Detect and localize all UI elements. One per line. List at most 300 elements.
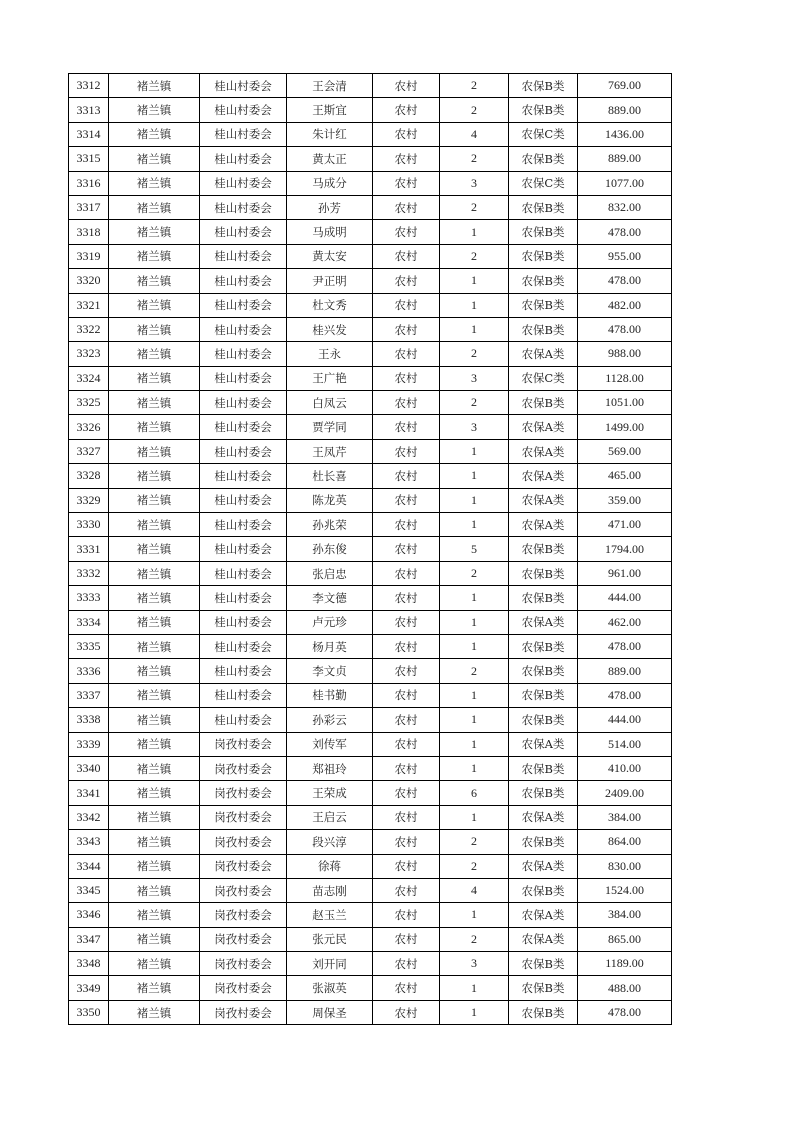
row-number-cell: 3328	[69, 464, 109, 488]
town-cell: 褚兰镇	[109, 561, 200, 585]
row-number-cell: 3319	[69, 244, 109, 268]
village-committee-cell: 岗孜村委会	[200, 732, 287, 756]
amount-cell: 955.00	[578, 244, 672, 268]
table-row	[69, 415, 672, 439]
household-size-cell: 1	[440, 756, 509, 780]
amount-cell: 384.00	[578, 903, 672, 927]
insurance-category-cell: 农保B类	[509, 293, 578, 317]
residence-type-cell: 农村	[373, 952, 440, 976]
amount-cell: 444.00	[578, 708, 672, 732]
name-cell: 王启云	[287, 805, 373, 829]
town-cell: 褚兰镇	[109, 708, 200, 732]
table-row	[69, 513, 672, 537]
amount-cell: 889.00	[578, 147, 672, 171]
residence-type-cell: 农村	[373, 488, 440, 512]
village-committee-cell: 岗孜村委会	[200, 927, 287, 951]
household-size-cell: 1	[440, 683, 509, 707]
amount-cell: 471.00	[578, 513, 672, 537]
insurance-category-cell: 农保A类	[509, 927, 578, 951]
insurance-category-cell: 农保B类	[509, 269, 578, 293]
amount-cell: 2409.00	[578, 781, 672, 805]
residence-type-cell: 农村	[373, 805, 440, 829]
name-cell: 黄太安	[287, 244, 373, 268]
table-row	[69, 708, 672, 732]
household-size-cell: 1	[440, 488, 509, 512]
name-cell: 白凤云	[287, 391, 373, 415]
table-row	[69, 781, 672, 805]
town-cell: 褚兰镇	[109, 513, 200, 537]
amount-cell: 889.00	[578, 659, 672, 683]
town-cell: 褚兰镇	[109, 781, 200, 805]
name-cell: 赵玉兰	[287, 903, 373, 927]
row-number-cell: 3334	[69, 610, 109, 634]
insurance-category-cell: 农保B类	[509, 781, 578, 805]
row-number-cell: 3318	[69, 220, 109, 244]
village-committee-cell: 桂山村委会	[200, 634, 287, 658]
village-committee-cell: 桂山村委会	[200, 195, 287, 219]
household-size-cell: 1	[440, 976, 509, 1000]
name-cell: 李文贞	[287, 659, 373, 683]
amount-cell: 1128.00	[578, 366, 672, 390]
household-size-cell: 2	[440, 98, 509, 122]
town-cell: 褚兰镇	[109, 537, 200, 561]
insurance-category-cell: 农保A类	[509, 854, 578, 878]
table-row	[69, 122, 672, 146]
amount-cell: 769.00	[578, 74, 672, 98]
village-committee-cell: 桂山村委会	[200, 269, 287, 293]
row-number-cell: 3324	[69, 366, 109, 390]
name-cell: 段兴淳	[287, 830, 373, 854]
insurance-category-cell: 农保B类	[509, 586, 578, 610]
name-cell: 周保圣	[287, 1000, 373, 1024]
name-cell: 马成分	[287, 171, 373, 195]
table-row	[69, 683, 672, 707]
amount-cell: 1794.00	[578, 537, 672, 561]
name-cell: 马成明	[287, 220, 373, 244]
amount-cell: 864.00	[578, 830, 672, 854]
town-cell: 褚兰镇	[109, 415, 200, 439]
village-committee-cell: 桂山村委会	[200, 220, 287, 244]
amount-cell: 444.00	[578, 586, 672, 610]
household-size-cell: 2	[440, 147, 509, 171]
table-row	[69, 244, 672, 268]
town-cell: 褚兰镇	[109, 220, 200, 244]
insurance-category-cell: 农保A类	[509, 805, 578, 829]
name-cell: 张启忠	[287, 561, 373, 585]
town-cell: 褚兰镇	[109, 976, 200, 1000]
town-cell: 褚兰镇	[109, 391, 200, 415]
row-number-cell: 3332	[69, 561, 109, 585]
table-row	[69, 488, 672, 512]
amount-cell: 1189.00	[578, 952, 672, 976]
amount-cell: 569.00	[578, 439, 672, 463]
household-size-cell: 1	[440, 269, 509, 293]
table-row	[69, 464, 672, 488]
row-number-cell: 3327	[69, 439, 109, 463]
village-committee-cell: 桂山村委会	[200, 561, 287, 585]
table-row	[69, 586, 672, 610]
row-number-cell: 3330	[69, 513, 109, 537]
residence-type-cell: 农村	[373, 293, 440, 317]
town-cell: 褚兰镇	[109, 342, 200, 366]
town-cell: 褚兰镇	[109, 586, 200, 610]
town-cell: 褚兰镇	[109, 732, 200, 756]
table-row	[69, 98, 672, 122]
town-cell: 褚兰镇	[109, 366, 200, 390]
household-size-cell: 1	[440, 903, 509, 927]
residence-type-cell: 农村	[373, 171, 440, 195]
row-number-cell: 3339	[69, 732, 109, 756]
insurance-category-cell: 农保B类	[509, 1000, 578, 1024]
village-committee-cell: 桂山村委会	[200, 391, 287, 415]
village-committee-cell: 桂山村委会	[200, 342, 287, 366]
row-number-cell: 3336	[69, 659, 109, 683]
table-row	[69, 830, 672, 854]
name-cell: 王广艳	[287, 366, 373, 390]
town-cell: 褚兰镇	[109, 952, 200, 976]
village-committee-cell: 桂山村委会	[200, 415, 287, 439]
village-committee-cell: 桂山村委会	[200, 708, 287, 732]
household-size-cell: 4	[440, 878, 509, 902]
row-number-cell: 3347	[69, 927, 109, 951]
row-number-cell: 3325	[69, 391, 109, 415]
name-cell: 孙兆荣	[287, 513, 373, 537]
household-size-cell: 6	[440, 781, 509, 805]
household-size-cell: 1	[440, 732, 509, 756]
household-size-cell: 1	[440, 317, 509, 341]
row-number-cell: 3314	[69, 122, 109, 146]
row-number-cell: 3348	[69, 952, 109, 976]
name-cell: 郑祖玲	[287, 756, 373, 780]
residence-type-cell: 农村	[373, 878, 440, 902]
household-size-cell: 1	[440, 464, 509, 488]
village-committee-cell: 岗孜村委会	[200, 854, 287, 878]
insurance-category-cell: 农保C类	[509, 366, 578, 390]
town-cell: 褚兰镇	[109, 805, 200, 829]
insurance-category-cell: 农保B类	[509, 98, 578, 122]
name-cell: 刘开同	[287, 952, 373, 976]
row-number-cell: 3312	[69, 74, 109, 98]
row-number-cell: 3315	[69, 147, 109, 171]
amount-cell: 1436.00	[578, 122, 672, 146]
residence-type-cell: 农村	[373, 74, 440, 98]
amount-cell: 832.00	[578, 195, 672, 219]
household-size-cell: 3	[440, 366, 509, 390]
name-cell: 刘传军	[287, 732, 373, 756]
residence-type-cell: 农村	[373, 976, 440, 1000]
village-committee-cell: 桂山村委会	[200, 147, 287, 171]
residence-type-cell: 农村	[373, 195, 440, 219]
row-number-cell: 3331	[69, 537, 109, 561]
insurance-category-cell: 农保B类	[509, 756, 578, 780]
residence-type-cell: 农村	[373, 439, 440, 463]
town-cell: 褚兰镇	[109, 244, 200, 268]
household-size-cell: 1	[440, 634, 509, 658]
amount-cell: 478.00	[578, 317, 672, 341]
row-number-cell: 3335	[69, 634, 109, 658]
village-committee-cell: 桂山村委会	[200, 293, 287, 317]
data-table	[68, 73, 672, 1025]
village-committee-cell: 岗孜村委会	[200, 952, 287, 976]
table-row	[69, 269, 672, 293]
village-committee-cell: 岗孜村委会	[200, 903, 287, 927]
row-number-cell: 3342	[69, 805, 109, 829]
insurance-category-cell: 农保B类	[509, 74, 578, 98]
amount-cell: 1077.00	[578, 171, 672, 195]
town-cell: 褚兰镇	[109, 903, 200, 927]
town-cell: 褚兰镇	[109, 1000, 200, 1024]
village-committee-cell: 岗孜村委会	[200, 878, 287, 902]
town-cell: 褚兰镇	[109, 683, 200, 707]
table-row	[69, 317, 672, 341]
residence-type-cell: 农村	[373, 708, 440, 732]
amount-cell: 465.00	[578, 464, 672, 488]
household-size-cell: 1	[440, 610, 509, 634]
name-cell: 贾学同	[287, 415, 373, 439]
amount-cell: 478.00	[578, 1000, 672, 1024]
amount-cell: 384.00	[578, 805, 672, 829]
insurance-category-cell: 农保B类	[509, 634, 578, 658]
residence-type-cell: 农村	[373, 147, 440, 171]
name-cell: 朱计红	[287, 122, 373, 146]
residence-type-cell: 农村	[373, 1000, 440, 1024]
insurance-category-cell: 农保B类	[509, 976, 578, 1000]
insurance-category-cell: 农保B类	[509, 317, 578, 341]
town-cell: 褚兰镇	[109, 659, 200, 683]
household-size-cell: 3	[440, 415, 509, 439]
village-committee-cell: 桂山村委会	[200, 683, 287, 707]
amount-cell: 478.00	[578, 683, 672, 707]
residence-type-cell: 农村	[373, 317, 440, 341]
name-cell: 卢元珍	[287, 610, 373, 634]
household-size-cell: 2	[440, 659, 509, 683]
name-cell: 孙东俊	[287, 537, 373, 561]
amount-cell: 410.00	[578, 756, 672, 780]
village-committee-cell: 岗孜村委会	[200, 781, 287, 805]
table-row	[69, 952, 672, 976]
table-row	[69, 74, 672, 98]
residence-type-cell: 农村	[373, 537, 440, 561]
insurance-category-cell: 农保B类	[509, 220, 578, 244]
insurance-category-cell: 农保B类	[509, 952, 578, 976]
insurance-category-cell: 农保B类	[509, 683, 578, 707]
household-size-cell: 2	[440, 195, 509, 219]
residence-type-cell: 农村	[373, 366, 440, 390]
table-row	[69, 561, 672, 585]
town-cell: 褚兰镇	[109, 756, 200, 780]
row-number-cell: 3321	[69, 293, 109, 317]
name-cell: 李文德	[287, 586, 373, 610]
name-cell: 陈龙英	[287, 488, 373, 512]
insurance-category-cell: 农保B类	[509, 391, 578, 415]
amount-cell: 359.00	[578, 488, 672, 512]
village-committee-cell: 桂山村委会	[200, 659, 287, 683]
household-size-cell: 2	[440, 244, 509, 268]
table-row	[69, 756, 672, 780]
town-cell: 褚兰镇	[109, 171, 200, 195]
row-number-cell: 3346	[69, 903, 109, 927]
household-size-cell: 1	[440, 513, 509, 537]
amount-cell: 830.00	[578, 854, 672, 878]
name-cell: 黄太正	[287, 147, 373, 171]
name-cell: 王永	[287, 342, 373, 366]
residence-type-cell: 农村	[373, 244, 440, 268]
residence-type-cell: 农村	[373, 415, 440, 439]
table-row	[69, 659, 672, 683]
residence-type-cell: 农村	[373, 903, 440, 927]
village-committee-cell: 桂山村委会	[200, 122, 287, 146]
name-cell: 王荣成	[287, 781, 373, 805]
table-row	[69, 342, 672, 366]
table-row	[69, 147, 672, 171]
household-size-cell: 3	[440, 171, 509, 195]
name-cell: 尹正明	[287, 269, 373, 293]
amount-cell: 961.00	[578, 561, 672, 585]
row-number-cell: 3322	[69, 317, 109, 341]
insurance-category-cell: 农保A类	[509, 342, 578, 366]
insurance-category-cell: 农保B类	[509, 659, 578, 683]
row-number-cell: 3349	[69, 976, 109, 1000]
residence-type-cell: 农村	[373, 659, 440, 683]
table-row	[69, 171, 672, 195]
residence-type-cell: 农村	[373, 513, 440, 537]
row-number-cell: 3340	[69, 756, 109, 780]
town-cell: 褚兰镇	[109, 878, 200, 902]
name-cell: 孙彩云	[287, 708, 373, 732]
residence-type-cell: 农村	[373, 342, 440, 366]
village-committee-cell: 岗孜村委会	[200, 830, 287, 854]
table-row	[69, 927, 672, 951]
town-cell: 褚兰镇	[109, 293, 200, 317]
table-row	[69, 878, 672, 902]
insurance-category-cell: 农保A类	[509, 415, 578, 439]
town-cell: 褚兰镇	[109, 610, 200, 634]
table-row	[69, 903, 672, 927]
town-cell: 褚兰镇	[109, 830, 200, 854]
insurance-category-cell: 农保A类	[509, 464, 578, 488]
row-number-cell: 3323	[69, 342, 109, 366]
row-number-cell: 3337	[69, 683, 109, 707]
town-cell: 褚兰镇	[109, 488, 200, 512]
residence-type-cell: 农村	[373, 561, 440, 585]
insurance-category-cell: 农保A类	[509, 732, 578, 756]
insurance-category-cell: 农保A类	[509, 513, 578, 537]
town-cell: 褚兰镇	[109, 147, 200, 171]
amount-cell: 482.00	[578, 293, 672, 317]
village-committee-cell: 岗孜村委会	[200, 805, 287, 829]
name-cell: 杨月英	[287, 634, 373, 658]
town-cell: 褚兰镇	[109, 927, 200, 951]
table-row	[69, 610, 672, 634]
town-cell: 褚兰镇	[109, 317, 200, 341]
household-size-cell: 1	[440, 1000, 509, 1024]
insurance-category-cell: 农保A类	[509, 610, 578, 634]
row-number-cell: 3341	[69, 781, 109, 805]
name-cell: 张元民	[287, 927, 373, 951]
amount-cell: 1051.00	[578, 391, 672, 415]
village-committee-cell: 岗孜村委会	[200, 1000, 287, 1024]
village-committee-cell: 岗孜村委会	[200, 756, 287, 780]
household-size-cell: 3	[440, 952, 509, 976]
village-committee-cell: 桂山村委会	[200, 98, 287, 122]
residence-type-cell: 农村	[373, 683, 440, 707]
town-cell: 褚兰镇	[109, 854, 200, 878]
residence-type-cell: 农村	[373, 220, 440, 244]
amount-cell: 488.00	[578, 976, 672, 1000]
name-cell: 苗志刚	[287, 878, 373, 902]
insurance-category-cell: 农保B类	[509, 537, 578, 561]
household-size-cell: 1	[440, 805, 509, 829]
town-cell: 褚兰镇	[109, 464, 200, 488]
row-number-cell: 3350	[69, 1000, 109, 1024]
village-committee-cell: 桂山村委会	[200, 488, 287, 512]
insurance-category-cell: 农保B类	[509, 244, 578, 268]
name-cell: 张淑英	[287, 976, 373, 1000]
residence-type-cell: 农村	[373, 269, 440, 293]
name-cell: 王斯宜	[287, 98, 373, 122]
amount-cell: 478.00	[578, 269, 672, 293]
table-row	[69, 195, 672, 219]
amount-cell: 478.00	[578, 634, 672, 658]
name-cell: 王凤芹	[287, 439, 373, 463]
row-number-cell: 3316	[69, 171, 109, 195]
name-cell: 徐蒋	[287, 854, 373, 878]
row-number-cell: 3338	[69, 708, 109, 732]
table-row	[69, 976, 672, 1000]
name-cell: 杜文秀	[287, 293, 373, 317]
row-number-cell: 3313	[69, 98, 109, 122]
town-cell: 褚兰镇	[109, 195, 200, 219]
row-number-cell: 3345	[69, 878, 109, 902]
village-committee-cell: 桂山村委会	[200, 317, 287, 341]
household-size-cell: 1	[440, 439, 509, 463]
insurance-category-cell: 农保B类	[509, 708, 578, 732]
row-number-cell: 3326	[69, 415, 109, 439]
table-row	[69, 805, 672, 829]
household-size-cell: 2	[440, 74, 509, 98]
amount-cell: 1499.00	[578, 415, 672, 439]
name-cell: 孙芳	[287, 195, 373, 219]
insurance-category-cell: 农保A类	[509, 439, 578, 463]
town-cell: 褚兰镇	[109, 634, 200, 658]
village-committee-cell: 桂山村委会	[200, 244, 287, 268]
insurance-category-cell: 农保B类	[509, 830, 578, 854]
name-cell: 桂兴发	[287, 317, 373, 341]
residence-type-cell: 农村	[373, 927, 440, 951]
row-number-cell: 3317	[69, 195, 109, 219]
row-number-cell: 3343	[69, 830, 109, 854]
household-size-cell: 2	[440, 391, 509, 415]
insurance-category-cell: 农保B类	[509, 878, 578, 902]
amount-cell: 478.00	[578, 220, 672, 244]
household-size-cell: 1	[440, 293, 509, 317]
household-size-cell: 2	[440, 342, 509, 366]
insurance-category-cell: 农保B类	[509, 147, 578, 171]
town-cell: 褚兰镇	[109, 122, 200, 146]
residence-type-cell: 农村	[373, 781, 440, 805]
residence-type-cell: 农村	[373, 464, 440, 488]
household-size-cell: 5	[440, 537, 509, 561]
village-committee-cell: 桂山村委会	[200, 537, 287, 561]
name-cell: 王会清	[287, 74, 373, 98]
town-cell: 褚兰镇	[109, 74, 200, 98]
village-committee-cell: 桂山村委会	[200, 464, 287, 488]
table-row	[69, 854, 672, 878]
residence-type-cell: 农村	[373, 391, 440, 415]
household-size-cell: 1	[440, 586, 509, 610]
village-committee-cell: 桂山村委会	[200, 586, 287, 610]
household-size-cell: 2	[440, 854, 509, 878]
